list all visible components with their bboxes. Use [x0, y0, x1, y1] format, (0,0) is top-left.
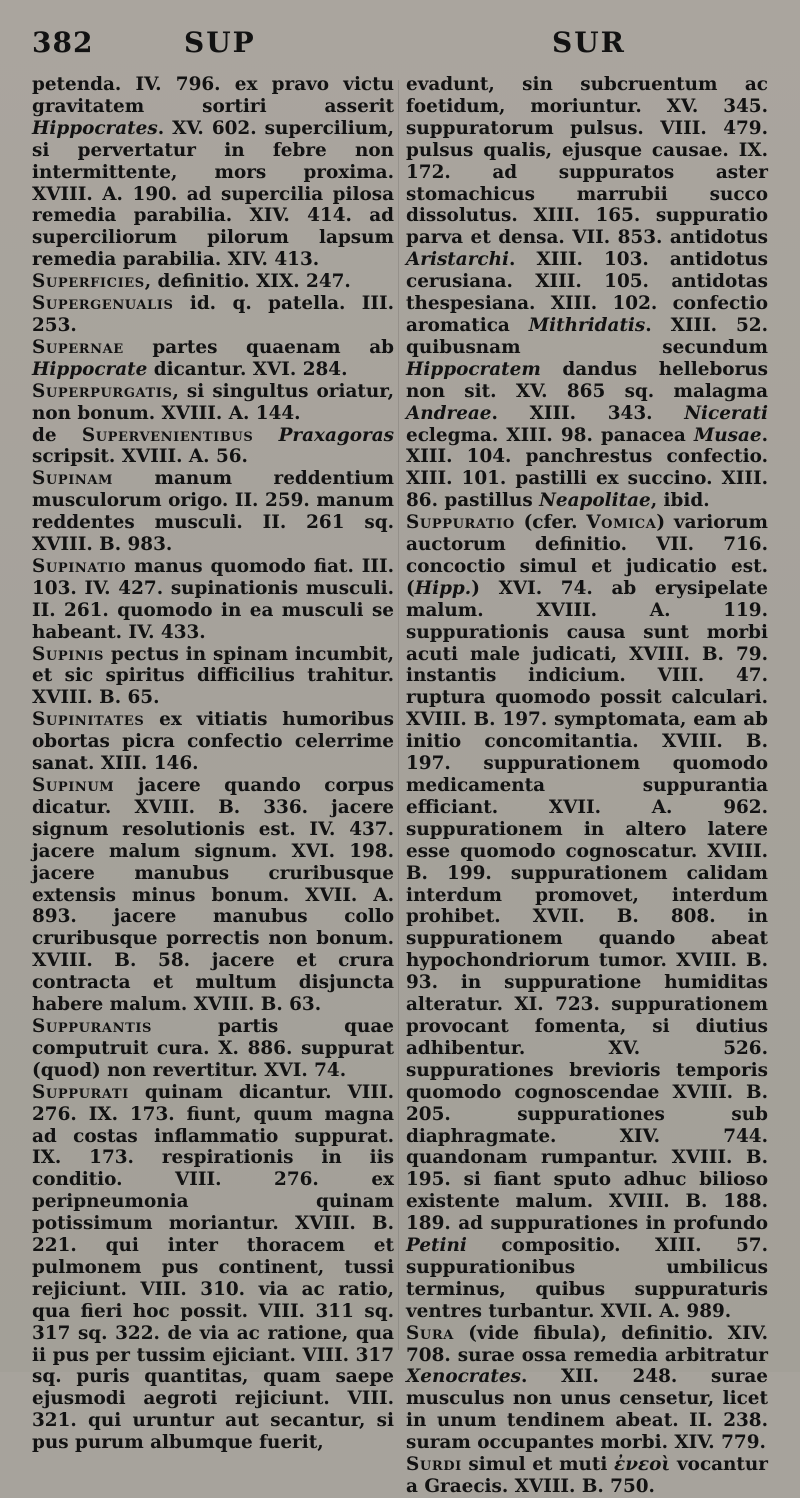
index-entry — [406, 512, 768, 1323]
running-head-left: SUP — [184, 26, 256, 59]
entry-text: Hippocrates — [32, 117, 158, 139]
entry-headword: Supergenualis — [32, 293, 174, 315]
entry-text: . XIII. 52. quibusnam secundum — [406, 314, 769, 358]
entry-headword: Suppurati — [32, 1081, 129, 1103]
entry-text: id. q. patella. III. 253. — [32, 293, 394, 336]
index-entry — [32, 381, 394, 425]
entry-text: Praxagoras — [278, 424, 394, 446]
index-entry — [32, 709, 394, 775]
entry-text: vocantur a Graecis. XVIII. B. 750. — [406, 1454, 768, 1497]
entry-headword: Superpurgatis — [32, 380, 173, 402]
entry-text: ) XVI. 74. ab erysipelate malum. XVIII. A. 119. suppurationis causa sunt morbi acuti male judicati, XVIII. B. 79. instantis indicium. VIII. 47. ruptura quomodo possit calculari. XVIII. B. 197. symptomata, eam ab initio concomitantia. XVIII. B. 197. suppurationem quomodo medicamenta suppurantia efficiant. XVII. A. 962. suppurationem in altero latere esse quomodo cognoscatur. XVIII. B. 199. suppurationem calidam interdum promovet, interdum prohibet. XVII. B. 808. in suppurationem quando abeat hypochondriorum tumor. XVIII. B. 93. in suppuratione humiditas alteratur. XI. 723. suppurationem provocant fomenta, si diutius adhibentur. XV. 526. suppurationes brevioris temporis quomodo cognoscendae XVIII. B. 205. suppurationes sub diaphragmate. XIV. 744. quandonam rumpantur. XVIII. B. 195. si fiant sputo adhuc bilioso existente malum. XVIII. B. 188. 189. ad suppurationes in profundo — [406, 577, 768, 1235]
entry-headword: Supernae — [32, 336, 124, 358]
entry-text: Nicerati — [684, 402, 768, 424]
index-entry — [32, 775, 394, 1016]
entry-text: ἐνεοὶ — [614, 1454, 671, 1476]
entry-text: . XIII. 103. antidotus cerusiana. XIII. 105. antidotas thespesiana. XIII. 102. confectio aromatica — [406, 249, 768, 336]
entry-text: pectus in spinam incumbit, et sic spiritus difficilius trahitur. XVIII. B. 65. — [32, 643, 394, 709]
running-head-right: SUR — [552, 26, 626, 59]
entry-text: manus quomodo fiat. III. 103. IV. 427. supinationis musculi. II. 261. quomodo in ea musculi se habeant. IV. 433. — [32, 555, 394, 643]
entry-text: Mithridatis — [528, 314, 646, 336]
left-column — [32, 74, 394, 1454]
entry-text: (cfer. — [514, 512, 587, 534]
entry-text: dandus helleborus non sit. XV. 865 sq. malagma — [406, 358, 768, 402]
index-entry — [32, 1082, 394, 1454]
entry-text: . XV. 602. supercilium, si pervertatur in febre non intermittente, mors proxima. XVIII. A. 190. ad supercilia pilosa remedia parabilia. XIV. 414. ad superciliorum pilorum lapsum remedia parabilia. XIV. 413. — [32, 117, 394, 271]
entry-text: Neapolitae — [539, 490, 651, 512]
entry-headword: Supervenientibus — [81, 424, 254, 446]
entry-text: , si singultus oriatur, non bonum. XVIII. A. 144. — [32, 380, 394, 424]
entry-headword: Surdi — [406, 1454, 462, 1476]
index-entry — [406, 74, 768, 512]
entry-text: Andreae — [406, 402, 492, 424]
entry-text: Musae — [693, 424, 762, 446]
entry-text: , definitio. XIX. 247. — [144, 271, 351, 293]
entry-text: Petini — [406, 1235, 467, 1257]
entry-headword: Suppuratio — [406, 512, 515, 534]
entry-text: . XIII. 343. — [491, 402, 685, 424]
entry-text: compositio. XIII. 57. suppurationibus umbilicus terminus, quibus suppuraturis ventres turbantur. XVII. A. 989. — [406, 1235, 768, 1322]
entry-text: . XII. 248. surae musculus non unus censetur, licet in unum tendinem abeat. II. 238. suram occupantes morbi. XIV. 779. — [406, 1366, 768, 1454]
entry-text: manum reddentium musculorum origo. II. 259. manum reddentes musculi. II. 261 sq. XVIII. B. 983. — [32, 468, 394, 556]
entry-text: Hipp. — [414, 577, 472, 599]
index-entry — [32, 293, 394, 337]
entry-headword: Vomica — [586, 512, 657, 534]
entry-text: dicantur. XVI. 284. — [147, 358, 348, 380]
page-header — [0, 26, 800, 66]
entry-text: Xenocrates — [406, 1366, 521, 1388]
entry-text: (vide fibula), definitio. XIV. 708. surae ossa remedia arbitratur — [406, 1322, 768, 1366]
entry-text: quinam dicantur. VIII. 276. IX. 173. fiunt, quum magna ad costas inflammatio suppurat. IX. 173. respirationis in iis conditio. VIII. 276. ex peripneumonia quinam potissimum moriantur. XVIII. B. 221. qui inter thoracem et pulmonem pus continent, tussi rejiciunt. VIII. 310. via ac ratio, qua fieri hoc possit. VIII. 311 sq. 317 sq. 322. de via ac ratione, qua ii pus per tussim ejiciant. VIII. 317 sq. puris quantitas, quam saepe ejusmodi aegroti rejiciunt. VIII. 321. qui uruntur aut secantur, si pus purum albumque fuerit, — [32, 1081, 394, 1454]
entry-text: partes quaenam ab — [123, 336, 394, 358]
entry-text: . XIII. 104. panchrestus confectio. XIII. 101. pastilli ex succino. XIII. 86. pastillus — [406, 424, 768, 512]
entry-headword: Supinam — [32, 468, 114, 490]
entry-text: Aristarchi — [406, 249, 509, 271]
page-number: 382 — [32, 26, 94, 59]
entry-headword: Superficies — [32, 271, 145, 293]
index-entry — [406, 1323, 768, 1454]
index-entry — [32, 271, 394, 293]
entry-text: , ibid. — [650, 490, 710, 512]
entry-text: ex vitiatis humoribus obortas picra confectio celerrime sanat. XIII. 146. — [32, 709, 394, 775]
index-entry — [32, 1016, 394, 1082]
index-entry — [32, 74, 394, 271]
entry-text — [253, 425, 278, 446]
entry-text: eclegma. XIII. 98. panacea — [406, 424, 694, 446]
index-entry — [32, 644, 394, 710]
index-entry — [32, 425, 394, 469]
index-entry — [32, 556, 394, 644]
index-entry — [32, 468, 394, 556]
entry-text: partis quae computruit cura. X. 886. suppurat (quod) non revertitur. XVI. 74. — [32, 1015, 394, 1081]
column-divider — [398, 80, 399, 1350]
entry-headword: Supinum — [32, 775, 115, 796]
entry-text: simul et muti — [461, 1454, 615, 1476]
entry-text: jacere quando corpus dicatur. XVIII. B. 336. jacere signum resolutionis est. IV. 437. jacere malum signum. XVI. 198. jacere manubus cruribusque extensis minus bonum. XVII. A. 893. jacere manubus collo cruribusque porrectis non bonum. XVIII. B. 58. jacere et crura contracta et multum disjuncta habere malum. XVIII. B. 63. — [32, 775, 394, 1016]
entry-text: evadunt, sin subcruentum ac foetidum, moriuntur. XV. 345. suppuratorum pulsus. VIII. 479. pulsus qualis, ejusque causae. IX. 172. ad suppuratos aster stomachicus marrubii succo dissolutus. XIII. 165. suppuratio parva et densa. VII. 853. antidotus — [406, 74, 768, 249]
entry-headword: Suppurantis — [32, 1015, 153, 1037]
entry-text: Hippocrate — [32, 358, 148, 380]
entry-headword: Supinitates — [32, 709, 145, 731]
entry-text: scripsit. XVIII. A. 56. — [32, 446, 248, 468]
index-entry — [32, 337, 394, 381]
right-column — [406, 74, 768, 1498]
index-entry — [406, 1454, 768, 1498]
entry-headword: Supinatio — [32, 555, 127, 577]
entry-text: ) variorum auctorum definitio. VII. 716. concoctio simul et judicatio est. ( — [406, 512, 768, 599]
entry-headword: Sura — [406, 1322, 454, 1344]
entry-text: de — [32, 424, 82, 446]
entry-text: Hippocratem — [406, 358, 541, 380]
entry-text: petenda. IV. 796. ex pravo victu gravitatem sortiri asserit — [32, 74, 394, 117]
entry-headword: Supinis — [32, 643, 105, 665]
